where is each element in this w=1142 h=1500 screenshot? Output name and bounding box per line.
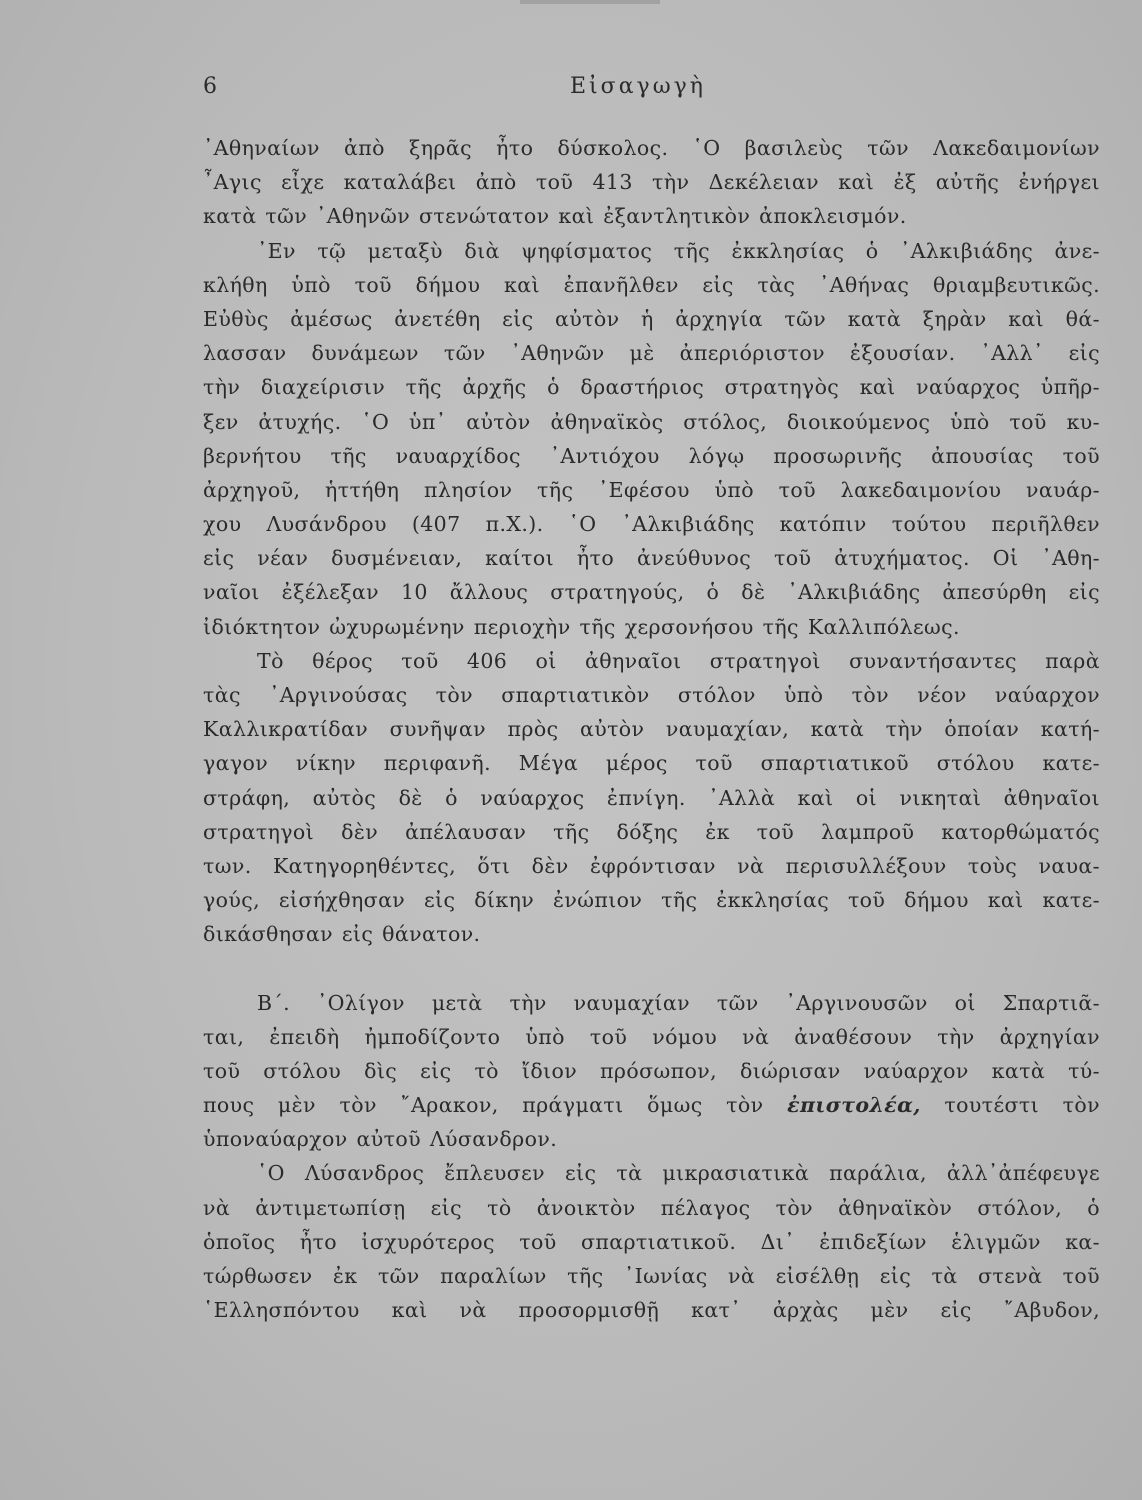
text-line: ᾿Εν τῷ μεταξὺ διὰ ψηφίσματος τῆς ἐκκλησίας ὁ ᾿Αλκιβιάδης ἀνε- xyxy=(257,238,1100,263)
text-line: βερνήτου τῆς ναυαρχίδος ᾿Αντιόχου λόγῳ προσωρινῆς ἀπουσίας τοῦ xyxy=(203,443,1100,468)
text-line: Καλλικρατίδαν συνῆψαν πρὸς αὐτὸν ναυμαχίαν, κατὰ τὴν ὁποίαν κατή- xyxy=(203,717,1100,742)
text-line: Β΄. ᾿Ολίγον μετὰ τὴν ναυμαχίαν τῶν ᾿Αργινουσῶν οἱ Σπαρτιᾶ- xyxy=(257,990,1100,1015)
text-line: εἰς νέαν δυσμένειαν, καίτοι ἦτο ἀνεύθυνος τοῦ ἀτυχήματος. Οἱ ᾿Αθη- xyxy=(203,546,1100,571)
text-line: ῏Αγις εἶχε καταλάβει ἀπὸ τοῦ 413 τὴν Δεκέλειαν καὶ ἐξ αὐτῆς ἐνήργει xyxy=(203,170,1100,195)
text-line: δικάσθησαν εἰς θάνατον. xyxy=(203,922,481,947)
scan-edge-mark xyxy=(520,0,660,4)
text-line: κλήθη ὑπὸ τοῦ δήμου καὶ ἐπανῆλθεν εἰς τὰς ᾿Αθήνας θριαμβευτικῶς. xyxy=(203,272,1100,297)
text-line: ναῖοι ἐξέλεξαν 10 ἄλλους στρατηγούς, ὁ δὲ ᾿Αλκιβιάδης ἀπεσύρθη εἰς xyxy=(203,580,1100,605)
body-text xyxy=(203,131,1100,1327)
text-line: τὴν διαχείρισιν τῆς ἀρχῆς ὁ δραστήριος στρατηγὸς καὶ ναύαρχος ὑπῆρ- xyxy=(203,375,1100,400)
text-fragment: τουτέστι τὸν xyxy=(944,1093,1100,1118)
section-gap xyxy=(203,952,1100,986)
text-line: ὁποῖος ἦτο ἰσχυρότερος τοῦ σπαρτιατικοῦ. Δι᾿ ἐπιδεξίων ἑλιγμῶν κα- xyxy=(203,1229,1100,1254)
text-line: ὑποναύαρχον αὐτοῦ Λύσανδρον. xyxy=(203,1127,558,1152)
text-line: γούς, εἰσήχθησαν εἰς δίκην ἐνώπιον τῆς ἐκκλησίας τοῦ δήμου καὶ κατε- xyxy=(203,888,1100,913)
text-line: ἰδιόκτητον ὠχυρωμένην περιοχὴν τῆς χερσονήσου τῆς Καλλιπόλεως. xyxy=(203,614,960,639)
text-line: ῾Ελλησπόντου καὶ νὰ προσορμισθῇ κατ᾿ ἀρχὰς μὲν εἰς ῎Αβυδον, xyxy=(203,1298,1100,1323)
page-header xyxy=(203,74,1103,104)
text-line: ᾿Αθηναίων ἀπὸ ξηρᾶς ἦτο δύσκολος. ῾Ο βασιλεὺς τῶν Λακεδαιμονίων xyxy=(203,136,1100,160)
text-line: γαγον νίκην περιφανῆ. Μέγα μέρος τοῦ σπαρτιατικοῦ στόλου κατε- xyxy=(203,751,1100,776)
text-line: στρατηγοὶ δὲν ἀπέλαυσαν τῆς δόξης ἐκ τοῦ λαμπροῦ κατορθώματός xyxy=(203,819,1100,844)
text-line: ἀρχηγοῦ, ἡττήθη πλησίον τῆς ᾿Εφέσου ὑπὸ τοῦ λακεδαιμονίου ναυάρ- xyxy=(203,477,1100,502)
text-line: ξεν ἀτυχής. ῾Ο ὑπ᾿ αὐτὸν ἀθηναϊκὸς στόλος, διοικούμενος ὑπὸ τοῦ κυ- xyxy=(203,409,1100,434)
text-line: νὰ ἀντιμετωπίσῃ εἰς τὸ ἀνοικτὸν πέλαγος τὸν ἀθηναϊκὸν στόλον, ὁ xyxy=(203,1195,1100,1220)
text-line: χου Λυσάνδρου (407 π.Χ.). ῾Ο ᾿Αλκιβιάδης κατόπιν τούτου περιῆλθεν xyxy=(203,512,1100,537)
text-line xyxy=(203,1088,1100,1122)
page-number: 6 xyxy=(203,74,217,99)
text-fragment: πους μὲν τὸν ῎Αρακον, πράγματι ὅμως τὸν xyxy=(203,1093,764,1118)
text-line: ται, ἐπειδὴ ἠμποδίζοντο ὑπὸ τοῦ νόμου νὰ ἀναθέσουν τὴν ἀρχηγίαν xyxy=(203,1024,1100,1049)
text-line: στράφη, αὐτὸς δὲ ὁ ναύαρχος ἐπνίγη. ᾿Αλλὰ καὶ οἱ νικηταὶ ἀθηναῖοι xyxy=(203,785,1100,810)
text-line: τὰς ᾿Αργινούσας τὸν σπαρτιατικὸν στόλον ὑπὸ τὸν νέον ναύαρχον xyxy=(203,683,1100,707)
emphasized-term: ἐπιστολέα, xyxy=(787,1093,921,1118)
text-line: κατὰ τῶν ᾿Αθηνῶν στενώτατον καὶ ἐξαντλητικὸν ἀποκλεισμόν. xyxy=(203,204,907,229)
text-line: των. Κατηγορηθέντες, ὅτι δὲν ἐφρόντισαν νὰ περισυλλέξουν τοὺς ναυα- xyxy=(203,853,1100,878)
running-title: Εἰσαγωγὴ xyxy=(570,74,706,99)
text-line: Τὸ θέρος τοῦ 406 οἱ ἀθηναῖοι στρατηγοὶ συναντήσαντες παρὰ xyxy=(257,648,1100,673)
text-line: τοῦ στόλου δὶς εἰς τὸ ἴδιον πρόσωπον, διώρισαν ναύαρχον κατὰ τύ- xyxy=(203,1058,1100,1083)
text-line: τώρθωσεν ἐκ τῶν παραλίων τῆς ᾿Ιωνίας νὰ εἰσέλθῃ εἰς τὰ στενὰ τοῦ xyxy=(203,1264,1100,1288)
text-line: Εὐθὺς ἀμέσως ἀνετέθη εἰς αὐτὸν ἡ ἀρχηγία τῶν κατὰ ξηρὰν καὶ θά- xyxy=(203,306,1100,331)
text-line: ῾Ο Λύσανδρος ἔπλευσεν εἰς τὰ μικρασιατικὰ παράλια, ἀλλ᾿ἀπέφευγε xyxy=(257,1161,1100,1186)
text-line: λασσαν δυνάμεων τῶν ᾿Αθηνῶν μὲ ἀπεριόριστον ἐξουσίαν. ᾿Αλλ᾿ εἰς xyxy=(203,341,1100,366)
